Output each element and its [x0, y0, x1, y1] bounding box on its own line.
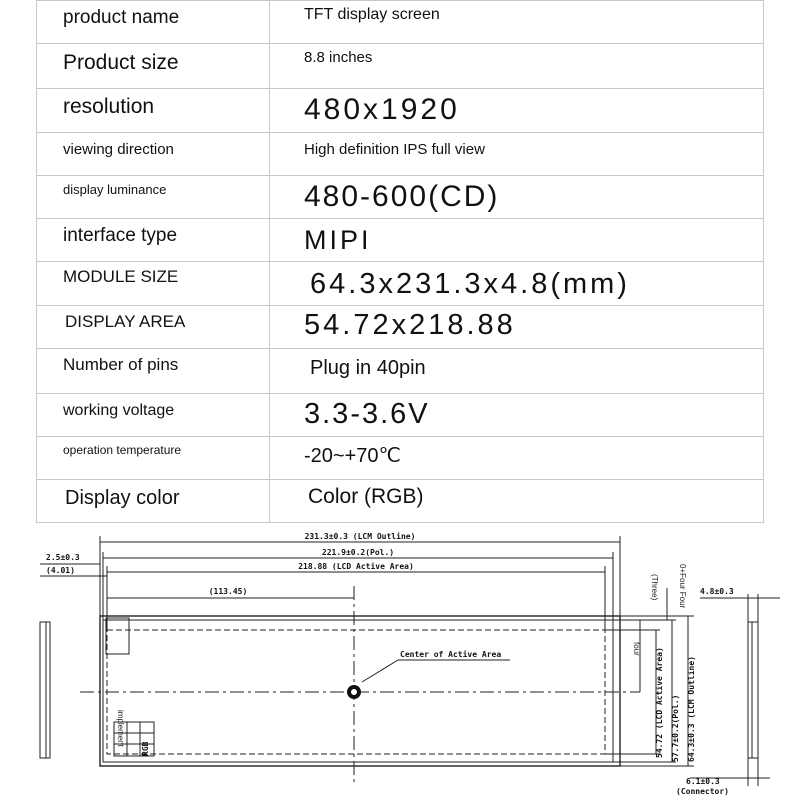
mechanical-drawing [0, 528, 800, 800]
dim-active-height: 54.72 (LCD Active Area) [655, 647, 664, 758]
dim-left-offset: (4.01) [46, 566, 75, 575]
spec-value: 8.8 inches [270, 44, 764, 89]
spec-value: Color (RGB) [270, 480, 764, 523]
spec-label: display luminance [37, 176, 270, 219]
spec-value: MIPI [270, 219, 764, 262]
dim-pol-height: 57.7±0.2(Pol.) [671, 694, 680, 762]
spec-label: interface type [37, 219, 270, 262]
leader-line [362, 660, 398, 682]
spec-label: Product size [37, 44, 270, 89]
dim-connector-label: (Connector) [676, 787, 729, 796]
spec-value: 54.72x218.88 [270, 306, 764, 349]
spec-row-display-luminance [37, 176, 764, 219]
right-side-view [748, 622, 758, 758]
spec-value: 480-600(CD) [270, 176, 764, 219]
spec-value: TFT display screen [270, 1, 764, 44]
spec-label: viewing direction [37, 133, 270, 176]
spec-row-interface-type [37, 219, 764, 262]
center-marker-hole [351, 689, 357, 695]
spec-row-product-name [37, 1, 764, 44]
spec-table [36, 0, 764, 523]
dim-lcm-width: 231.3±0.3 (LCM Outline) [304, 532, 416, 541]
spec-row-resolution [37, 89, 764, 133]
dim-center-offset: (113.45) [208, 587, 248, 596]
spec-value: 64.3x231.3x4.8(mm) [270, 262, 764, 306]
spec-label: DISPLAY AREA [37, 306, 270, 349]
spec-value: High definition IPS full view [270, 133, 764, 176]
spec-label: product name [37, 1, 270, 44]
spec-row-number-of-pins [37, 349, 764, 394]
spec-label: operation temperature [37, 437, 270, 480]
spec-row-operation-temperature [37, 437, 764, 480]
implement-label: implement [116, 710, 125, 747]
spec-label: Number of pins [37, 349, 270, 394]
spec-row-working-voltage [37, 394, 764, 437]
spec-row-product-size [37, 44, 764, 89]
center-label: Center of Active Area [400, 650, 502, 659]
spec-row-display-area [37, 306, 764, 349]
spec-row-viewing-direction [37, 133, 764, 176]
dim-thickness: 4.8±0.3 [700, 587, 734, 596]
rgb-label: RGB [141, 741, 150, 756]
three-label: (Three) [650, 574, 659, 601]
spec-label: Display color [37, 480, 270, 523]
four-label-a: 0+Four Four [678, 564, 687, 609]
dim-active-width: 218.88 (LCD Active Area) [298, 562, 414, 571]
spec-label: MODULE SIZE [37, 262, 270, 306]
corner-mark [106, 618, 129, 654]
spec-value: Plug in 40pin [270, 349, 764, 394]
dim-pol-width: 221.9±0.2(Pol.) [321, 548, 395, 557]
spec-row-display-color [37, 480, 764, 523]
four-label-b: four [632, 642, 641, 656]
spec-value: 3.3-3.6V [270, 394, 764, 437]
spec-value: -20~+70℃ [270, 437, 764, 480]
spec-label: working voltage [37, 394, 270, 437]
dim-connector: 6.1±0.3 [686, 777, 720, 786]
dim-left-margin: 2.5±0.3 [46, 553, 80, 562]
spec-value: 480x1920 [270, 89, 764, 133]
dim-lcm-height: 64.3±0.3 (LCM Outline) [687, 656, 696, 762]
left-side-view [40, 622, 50, 758]
spec-row-module-size [37, 262, 764, 306]
spec-label: resolution [37, 89, 270, 133]
